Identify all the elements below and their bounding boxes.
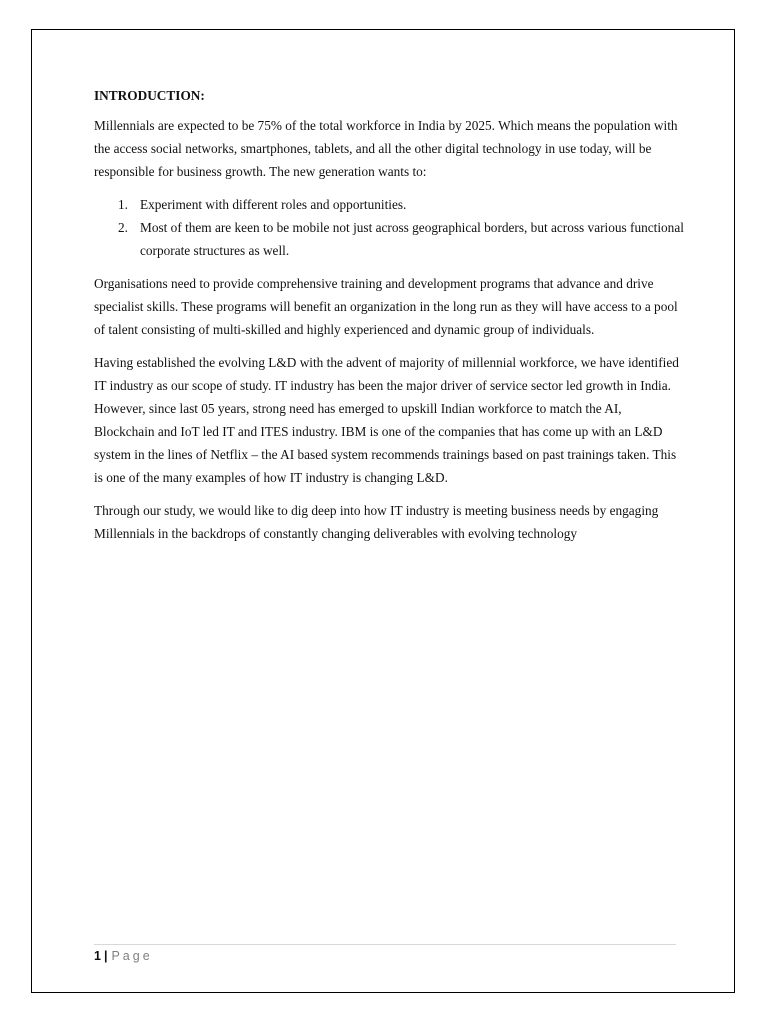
numbered-list — [94, 193, 684, 262]
footer-separator: | — [103, 949, 108, 963]
paragraph-organisations: Organisations need to provide comprehensive training and development programs that advance and drive specialist skills. These programs will benefit an organization in the long run as they will have access to a pool of talent consisting of multi-skilled and highly experienced and dynamic group of individuals. — [94, 276, 678, 337]
list-item-number: 1. — [118, 197, 128, 212]
list-item-text: Experiment with different roles and opportunities. — [140, 197, 407, 212]
paragraph-it-industry: Having established the evolving L&D with the advent of majority of millennial workforce, we have identified IT industry as our scope of study. IT industry has been the major driver of service sector led growth in India. However, since last 05 years, strong need has emerged to upskill Indian workforce to match the AI, Blockchain and IoT led IT and ITES industry. IBM is one of the companies that has come up with an L&D system in the lines of Netflix – the AI based system recommends trainings based on past trainings taken. This is one of the many examples of how IT industry is changing L&D. — [94, 355, 679, 485]
page-footer — [94, 948, 153, 964]
document-page — [31, 29, 735, 993]
page-content — [94, 87, 684, 555]
footer-divider — [94, 944, 676, 945]
page-label: Page — [111, 949, 153, 963]
page-number: 1 — [94, 949, 101, 963]
list-item-text: Most of them are keen to be mobile not just across geographical borders, but across various functional corporate structures as well. — [140, 220, 684, 258]
paragraph-intro: Millennials are expected to be 75% of the total workforce in India by 2025. Which means the population with the access social networks, smartphones, tablets, and all the other digital technology in use today, will be responsible for business growth. The new generation wants to: — [94, 118, 678, 179]
list-item — [94, 193, 684, 216]
list-item-number: 2. — [118, 220, 128, 235]
list-item — [94, 216, 684, 262]
paragraph-study: Through our study, we would like to dig deep into how IT industry is meeting business needs by engaging Millennials in the backdrops of constantly changing deliverables with evolving technology — [94, 503, 659, 541]
section-heading: INTRODUCTION: — [94, 88, 205, 103]
